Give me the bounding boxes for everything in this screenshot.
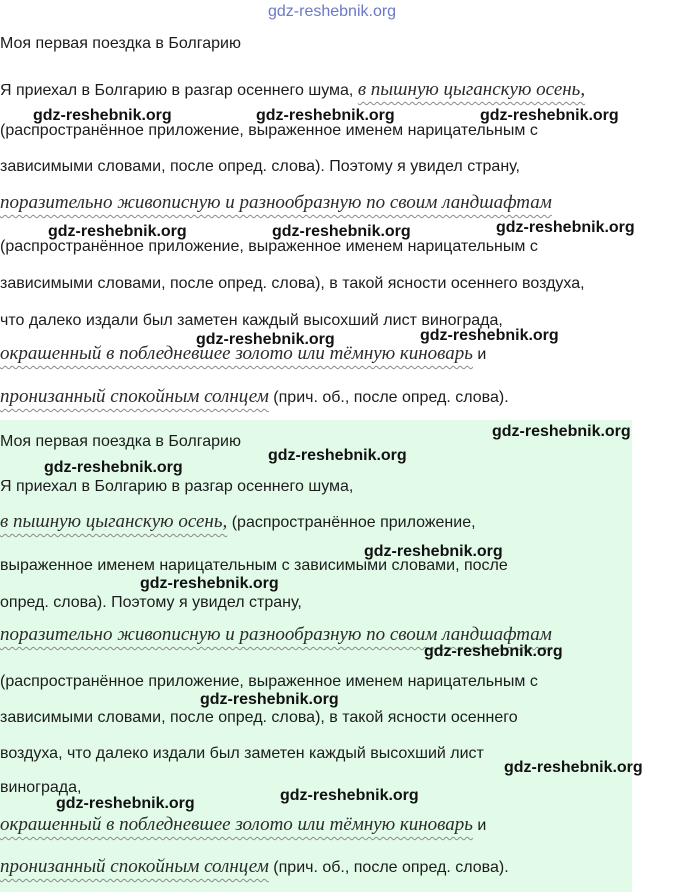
block2-line-7: зависимыми словами, после опред. слова), в такой ясности осеннего — [0, 709, 518, 726]
text: Я приехал в Болгарию в разгар осеннего шума, — [0, 82, 354, 99]
watermark: gdz-reshebnik.org — [196, 331, 335, 348]
block2-line-6: (распространённое приложение, выраженное именем нарицательным с — [0, 673, 538, 690]
watermark: gdz-reshebnik.org — [364, 543, 503, 560]
watermark: gdz-reshebnik.org — [492, 423, 631, 440]
block1-title: Моя первая поездка в Болгарию — [0, 35, 241, 52]
block2-line-10 — [0, 814, 486, 836]
highlighted-phrase: в пышную цыганскую осень, — [0, 511, 228, 532]
block2-line-8: воздуха, что далеко издали был заметен каждый высохший лист — [0, 745, 484, 762]
watermark: gdz-reshebnik.org — [48, 223, 187, 240]
block2-line-4: опред. слова). Поэтому я увидел страну, — [0, 594, 302, 611]
highlighted-phrase: окрашенный в побледневшее золото или тёмную киноварь — [0, 814, 473, 835]
text: (прич. об., после опред. слова). — [273, 389, 509, 406]
text: и — [477, 346, 487, 363]
block1-line-3: зависимыми словами, после опред. слова). Поэтому я увидел страну, — [0, 158, 520, 175]
watermark: gdz-reshebnik.org — [480, 107, 619, 124]
block2-title: Моя первая поездка в Болгарию — [0, 433, 241, 450]
block2-line-11 — [0, 856, 509, 878]
watermark: gdz-reshebnik.org — [256, 107, 395, 124]
watermark: gdz-reshebnik.org — [504, 759, 643, 776]
block2-line-1: Я приехал в Болгарию в разгар осеннего шума, — [0, 478, 354, 495]
highlighted-phrase: пронизанный спокойным солнцем — [0, 386, 269, 407]
block2-line-2 — [0, 511, 476, 533]
block1-line-9 — [0, 386, 509, 408]
watermark: gdz-reshebnik.org — [268, 3, 397, 20]
block2-line-9: винограда, — [0, 779, 82, 796]
watermark: gdz-reshebnik.org — [272, 223, 411, 240]
watermark: gdz-reshebnik.org — [280, 787, 419, 804]
highlighted-phrase: в пышную цыганскую осень, — [357, 79, 586, 100]
block1-line-4: поразительно живописную и разнообразную по своим ландшафтам — [0, 192, 552, 213]
watermark: gdz-reshebnik.org — [56, 795, 195, 812]
block2-line-3: выраженное именем нарицательным с зависимыми словами, после — [0, 557, 508, 574]
block1-line-5: (распространённое приложение, выраженное именем нарицательным с — [0, 238, 538, 255]
block2-line-5: поразительно живописную и разнообразную по своим ландшафтам — [0, 624, 552, 645]
watermark: gdz-reshebnik.org — [496, 219, 635, 236]
block1-line-1 — [0, 79, 585, 101]
watermark: gdz-reshebnik.org — [33, 107, 172, 124]
block1-line-7: что далеко издали был заметен каждый высохший лист винограда, — [0, 312, 503, 329]
block1-line-6: зависимыми словами, после опред. слова), в такой ясности осеннего воздуха, — [0, 275, 585, 292]
watermark: gdz-reshebnik.org — [44, 459, 183, 476]
watermark: gdz-reshebnik.org — [424, 643, 563, 660]
highlighted-phrase: окрашенный в побледневшее золото или тёмную киноварь — [0, 343, 473, 364]
watermark: gdz-reshebnik.org — [200, 691, 339, 708]
block1-line-2: (распространённое приложение, выраженное именем нарицательным с — [0, 122, 538, 139]
text: и — [477, 817, 487, 834]
watermark: gdz-reshebnik.org — [268, 447, 407, 464]
watermark: gdz-reshebnik.org — [140, 575, 279, 592]
text: (распространённое приложение, — [231, 514, 476, 531]
watermark: gdz-reshebnik.org — [420, 327, 559, 344]
text: (прич. об., после опред. слова). — [273, 859, 509, 876]
highlighted-phrase: пронизанный спокойным солнцем — [0, 856, 269, 877]
